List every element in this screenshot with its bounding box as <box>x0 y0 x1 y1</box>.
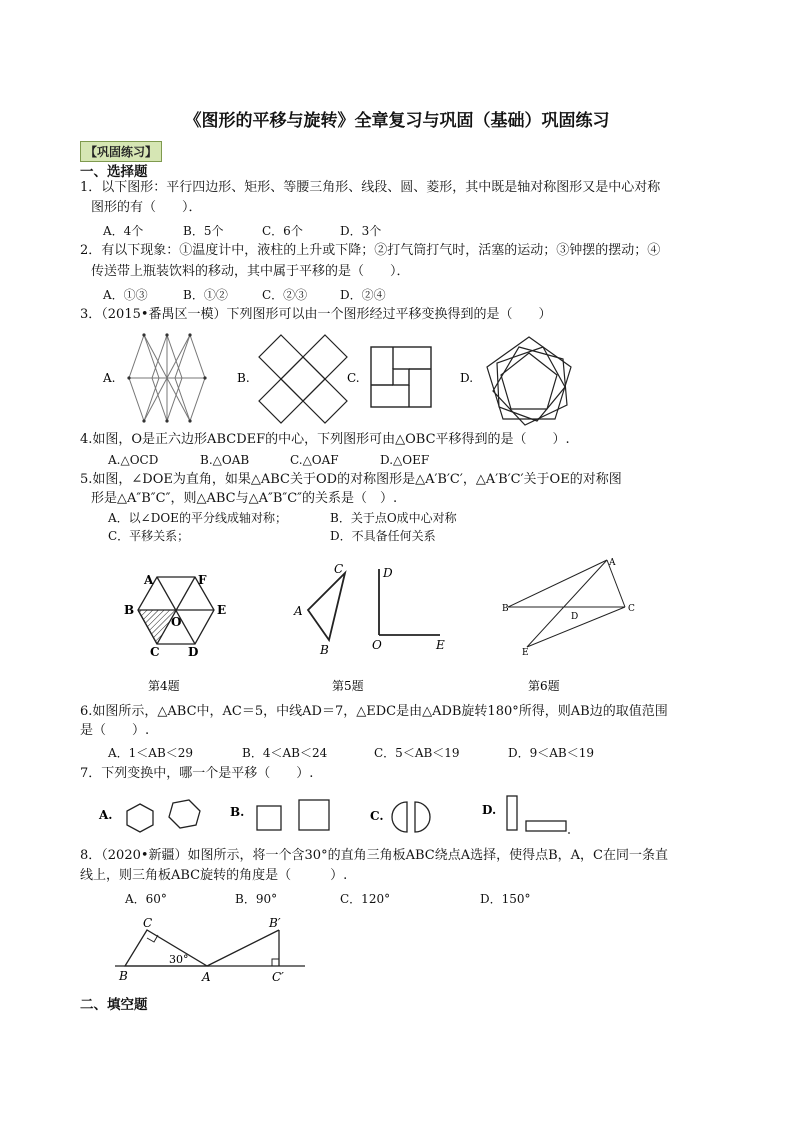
q6-label-e: E <box>522 648 529 658</box>
q5-label-o: O <box>372 638 382 652</box>
q4-option-a: A.△OCD <box>108 453 159 467</box>
q4-option-c: C.△OAF <box>290 453 339 467</box>
q8-stem-line1: 8．（2020•新疆）如图所示，将一个含30°的直角三角板ABC绕点A选择，使得点B，A，C在同一条直 <box>80 848 668 863</box>
q8-option-d: D．150° <box>480 892 531 906</box>
q6-label-d: D <box>571 612 579 622</box>
q1-option-b: B．5个 <box>183 224 224 238</box>
q3-fig-c <box>371 347 431 407</box>
q4-option-d: D.△OEF <box>380 453 430 467</box>
q3-figures <box>95 325 595 440</box>
section-heading-choice: 一、选择题 <box>80 164 148 180</box>
q8-stem-line2: 线上，则三角板ABC旋转的角度是（ ）. <box>80 868 348 883</box>
q8-option-c: C．120° <box>340 892 391 906</box>
hexagon-figure <box>138 577 214 644</box>
q6-label-b: B <box>502 604 509 614</box>
q5-label-a: A <box>294 604 303 618</box>
q5-option-b: B．关于点O成中心对称 <box>330 511 457 525</box>
hex-label-f: F <box>198 573 207 587</box>
q3-fig-b-label: B. <box>237 371 250 385</box>
q8-label-a: A <box>202 970 211 984</box>
q6-label-c: C <box>628 604 635 614</box>
caption-q4: 第4题 <box>148 679 180 693</box>
q6-label-a: A <box>609 558 616 568</box>
q4-option-b: B.△OAB <box>200 453 250 467</box>
q6-figure <box>508 560 625 647</box>
q5-option-d: D．不具备任何关系 <box>330 529 436 543</box>
q3-fig-a-label: A. <box>103 371 116 385</box>
q4-stem: 4.如图，O是正六边形ABCDEF的中心，下列图形可由△OBC平移得到的是（ ）. <box>80 432 570 447</box>
q6-option-b: B．4＜AB＜24 <box>242 746 328 760</box>
q3-fig-c-label: C. <box>347 371 360 385</box>
q7-fig-c-label: C. <box>370 809 384 823</box>
q5-label-c: C <box>334 562 344 576</box>
q4-q6-figures <box>100 555 660 700</box>
q3-stem: 3．（2015•番禺区一模）下列图形可以由一个图形经过平移变换得到的是（ ） <box>80 307 552 322</box>
q2-option-d: D．②④ <box>340 288 386 302</box>
q5-option-c: C．平移关系； <box>108 529 190 543</box>
q5-label-b: B <box>320 643 329 657</box>
q7-fig-a <box>127 800 200 832</box>
q8-option-b: B．90° <box>235 892 278 906</box>
q8-label-b: B <box>119 969 128 983</box>
q7-fig-b-label: B. <box>230 805 245 819</box>
q1-option-c: C．6个 <box>262 224 303 238</box>
q7-figures <box>95 790 585 840</box>
hex-label-a: A <box>144 573 154 587</box>
q8-figure <box>105 908 315 986</box>
q2-stem-line1: 2．有以下现象：①温度计中，液柱的上升或下降；②打气筒打气时，活塞的运动；③钟摆的摆动；④ <box>80 243 661 258</box>
hex-label-e: E <box>217 603 227 617</box>
q6-stem-line2: 是（ ）. <box>80 723 150 738</box>
q5-figure <box>308 569 440 640</box>
hex-label-o: O <box>171 615 182 629</box>
q1-option-a: A．4个 <box>103 224 144 238</box>
q7-fig-a-label: A. <box>99 808 113 822</box>
q6-option-d: D．9＜AB＜19 <box>508 746 595 760</box>
section-heading-fill: 二、填空题 <box>80 997 148 1013</box>
q5-option-a: A．以∠DOE的平分线成轴对称； <box>108 511 287 525</box>
q7-fig-c <box>392 802 430 832</box>
q3-fig-a <box>129 335 205 421</box>
q1-option-d: D．3个 <box>340 224 382 238</box>
q7-fig-d-label: D. <box>482 803 497 817</box>
q8-option-a: A．60° <box>125 892 167 906</box>
q1-stem-line1: 1．以下图形：平行四边形、矩形、等腰三角形、线段、圆、菱形，其中既是轴对称图形又是中心对称 <box>80 180 661 195</box>
q5-stem-line1: 5.如图，∠DOE为直角，如果△ABC关于OD的对称图形是△A′B′C′，△A′B′C′关于OE的对称图 <box>80 472 622 487</box>
q2-option-c: C．②③ <box>262 288 308 302</box>
page-title: 《图形的平移与旋转》全章复习与巩固（基础）巩固练习 <box>184 111 610 131</box>
q8-label-b-prime: B′ <box>269 916 281 930</box>
practice-tag: 【巩固练习】 <box>80 141 162 162</box>
q5-label-e: E <box>436 638 445 652</box>
caption-q6: 第6题 <box>528 679 560 693</box>
q3-fig-d-label: D. <box>460 371 474 385</box>
caption-q5: 第5题 <box>332 679 364 693</box>
q7-fig-d <box>507 796 566 831</box>
q3-fig-d <box>487 337 571 425</box>
q2-option-a: A．①③ <box>103 288 148 302</box>
hex-label-d: D <box>188 645 199 659</box>
q5-label-d: D <box>383 566 393 580</box>
q2-option-b: B．①② <box>183 288 228 302</box>
q6-option-a: A．1＜AB＜29 <box>108 746 194 760</box>
q2-stem-line2: 传送带上瓶装饮料的移动，其中属于平移的是（ ）． <box>91 264 410 279</box>
q5-stem-line2: 形是△A″B″C″，则△ABC与△A″B″C″的关系是（ ）. <box>91 491 398 506</box>
q8-label-c-prime: C′ <box>272 970 284 984</box>
q6-option-c: C．5＜AB＜19 <box>374 746 460 760</box>
hex-label-c: C <box>150 645 160 659</box>
hex-label-b: B <box>124 603 135 617</box>
q7-stem: 7．下列变换中，哪一个是平移（ ）. <box>80 766 314 781</box>
q6-stem-line1: 6.如图所示，△ABC中，AC＝5，中线AD＝7，△EDC是由△ADB旋转180°所得，则AB边的取值范围 <box>80 704 668 719</box>
q1-stem-line2: 图形的有（ ）． <box>91 200 202 215</box>
q3-fig-b <box>259 335 347 423</box>
q8-label-c: C <box>143 916 153 930</box>
q7-fig-b <box>257 800 329 830</box>
q8-label-angle: 30° <box>169 953 189 966</box>
